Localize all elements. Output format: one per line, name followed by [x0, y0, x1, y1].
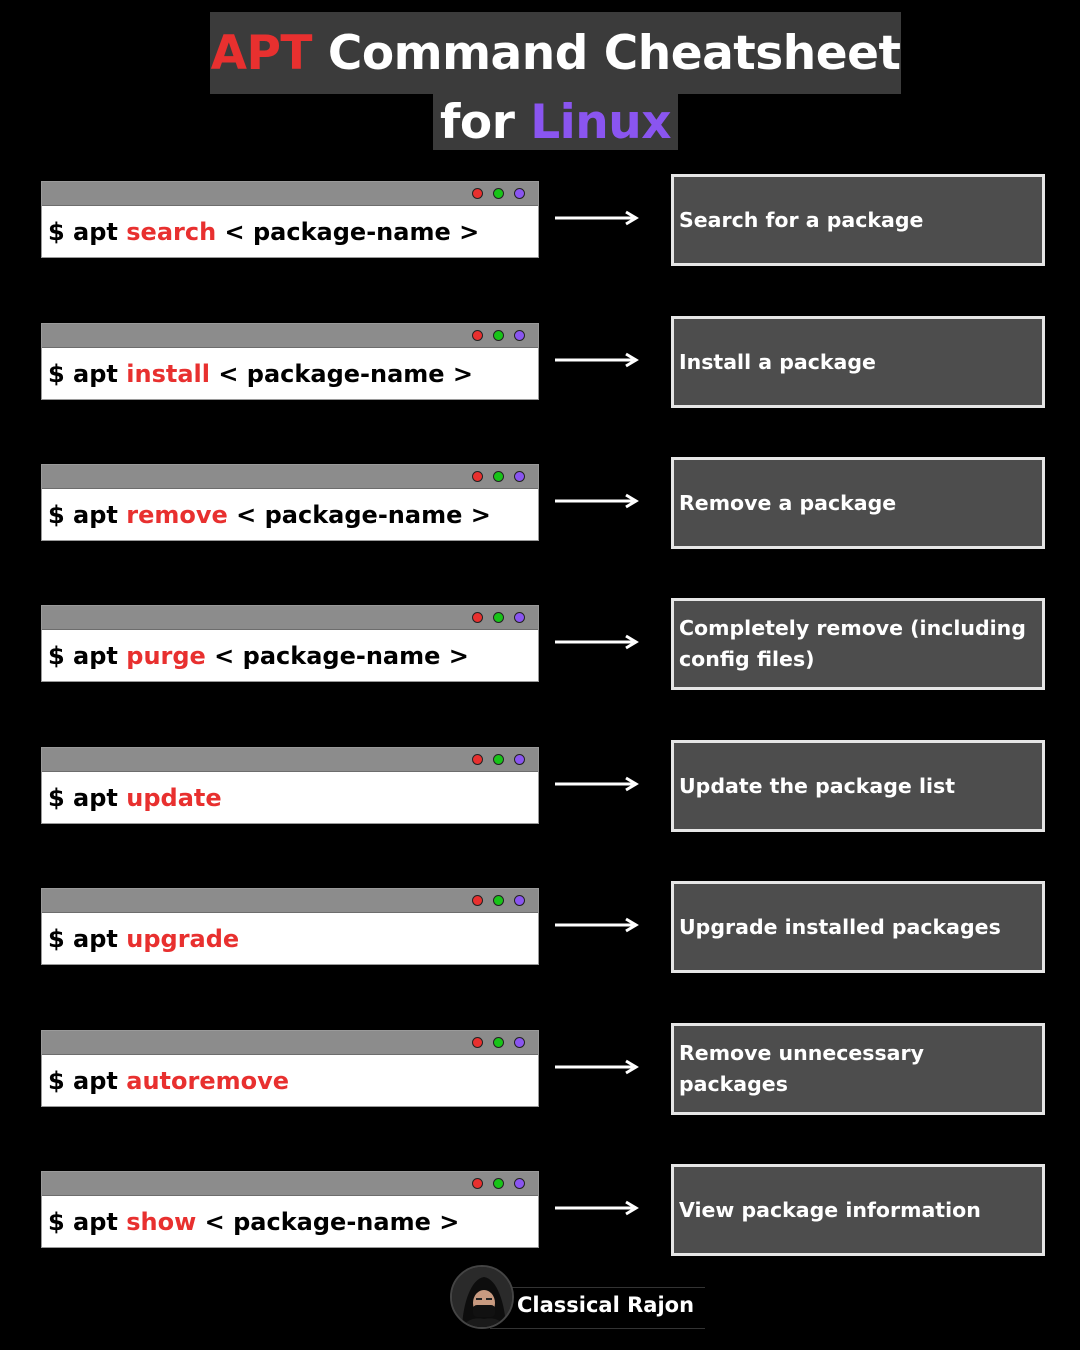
- red-dot-icon: [472, 612, 483, 623]
- command-keyword: remove: [126, 500, 228, 529]
- terminal-window: [41, 747, 539, 824]
- red-dot-icon: [472, 188, 483, 199]
- right-arrow-icon: [555, 1200, 639, 1216]
- purple-dot-icon: [514, 1178, 525, 1189]
- right-arrow-icon: [555, 1059, 639, 1075]
- purple-dot-icon: [514, 754, 525, 765]
- command-suffix: < package-name >: [227, 500, 491, 529]
- page-title-line1: [211, 26, 901, 81]
- command-suffix: < package-name >: [196, 1207, 460, 1236]
- command-row: [0, 316, 1080, 408]
- purple-dot-icon: [514, 330, 525, 341]
- command-keyword: autoremove: [126, 1066, 290, 1095]
- terminal-titlebar: [42, 1031, 538, 1055]
- command-prompt: $ apt: [48, 1207, 127, 1236]
- right-arrow-icon: [555, 634, 639, 650]
- green-dot-icon: [493, 895, 504, 906]
- command-suffix: < package-name >: [216, 217, 480, 246]
- purple-dot-icon: [514, 471, 525, 482]
- green-dot-icon: [493, 754, 504, 765]
- command-prompt: $ apt: [48, 359, 127, 388]
- command-row: [0, 457, 1080, 549]
- terminal-window: [41, 464, 539, 541]
- title-line2-prefix: for: [439, 94, 531, 150]
- command-text: [42, 348, 538, 399]
- right-arrow-icon: [555, 917, 639, 933]
- command-text: [42, 1055, 538, 1106]
- right-arrow-icon: [555, 776, 639, 792]
- description-box: Install a package: [671, 316, 1045, 408]
- page-title-line2: [440, 95, 671, 150]
- terminal-titlebar: [42, 1172, 538, 1196]
- command-keyword: purge: [126, 641, 206, 670]
- terminal-titlebar: [42, 748, 538, 772]
- terminal-titlebar: [42, 182, 538, 206]
- green-dot-icon: [493, 1037, 504, 1048]
- command-prompt: $ apt: [48, 217, 127, 246]
- green-dot-icon: [493, 612, 504, 623]
- green-dot-icon: [493, 471, 504, 482]
- command-prompt: $ apt: [48, 1066, 127, 1095]
- red-dot-icon: [472, 330, 483, 341]
- description-box: Upgrade installed packages: [671, 881, 1045, 973]
- green-dot-icon: [493, 330, 504, 341]
- terminal-window: [41, 181, 539, 258]
- title-apt-highlight: APT: [210, 25, 312, 81]
- right-arrow-icon: [555, 493, 639, 509]
- terminal-titlebar: [42, 324, 538, 348]
- command-text: [42, 913, 538, 964]
- purple-dot-icon: [514, 612, 525, 623]
- command-keyword: upgrade: [126, 924, 240, 953]
- purple-dot-icon: [514, 188, 525, 199]
- right-arrow-icon: [555, 352, 639, 368]
- green-dot-icon: [493, 188, 504, 199]
- description-box: Remove a package: [671, 457, 1045, 549]
- command-keyword: update: [126, 783, 222, 812]
- terminal-window: [41, 1171, 539, 1248]
- title-linux-highlight: Linux: [530, 94, 672, 150]
- command-text: [42, 489, 538, 540]
- red-dot-icon: [472, 895, 483, 906]
- author-name: Classical Rajon: [517, 1293, 695, 1317]
- command-suffix: < package-name >: [209, 359, 474, 388]
- title-banner-line1: [210, 12, 901, 94]
- terminal-titlebar: [42, 606, 538, 630]
- author-footer: [450, 1265, 710, 1331]
- command-row: [0, 740, 1080, 832]
- terminal-window: [41, 1030, 539, 1107]
- description-box: Update the package list: [671, 740, 1045, 832]
- command-row: [0, 881, 1080, 973]
- description-box: Completely remove (including config files): [671, 598, 1045, 690]
- terminal-window: [41, 888, 539, 965]
- command-text: [42, 630, 538, 681]
- purple-dot-icon: [514, 895, 525, 906]
- command-text: [42, 772, 538, 823]
- purple-dot-icon: [514, 1037, 525, 1048]
- command-row: [0, 598, 1080, 690]
- command-row: [0, 174, 1080, 266]
- title-banner-line2: [433, 94, 678, 150]
- red-dot-icon: [472, 1037, 483, 1048]
- command-prompt: $ apt: [48, 924, 127, 953]
- red-dot-icon: [472, 1178, 483, 1189]
- command-prompt: $ apt: [48, 641, 127, 670]
- command-prompt: $ apt: [48, 783, 127, 812]
- avatar: [450, 1265, 514, 1329]
- green-dot-icon: [493, 1178, 504, 1189]
- terminal-window: [41, 323, 539, 400]
- terminal-window: [41, 605, 539, 682]
- command-keyword: show: [126, 1207, 197, 1236]
- command-text: [42, 206, 538, 257]
- command-row: [0, 1023, 1080, 1115]
- command-keyword: install: [126, 359, 210, 388]
- description-box: Remove unnecessary packages: [671, 1023, 1045, 1115]
- red-dot-icon: [472, 754, 483, 765]
- command-row: [0, 1164, 1080, 1256]
- description-box: Search for a package: [671, 174, 1045, 266]
- right-arrow-icon: [555, 210, 639, 226]
- command-suffix: < package-name >: [205, 641, 469, 670]
- command-prompt: $ apt: [48, 500, 127, 529]
- terminal-titlebar: [42, 465, 538, 489]
- title-line1-rest: Command Cheatsheet: [311, 25, 901, 81]
- command-text: [42, 1196, 538, 1247]
- description-box: View package information: [671, 1164, 1045, 1256]
- command-keyword: search: [126, 217, 217, 246]
- terminal-titlebar: [42, 889, 538, 913]
- red-dot-icon: [472, 471, 483, 482]
